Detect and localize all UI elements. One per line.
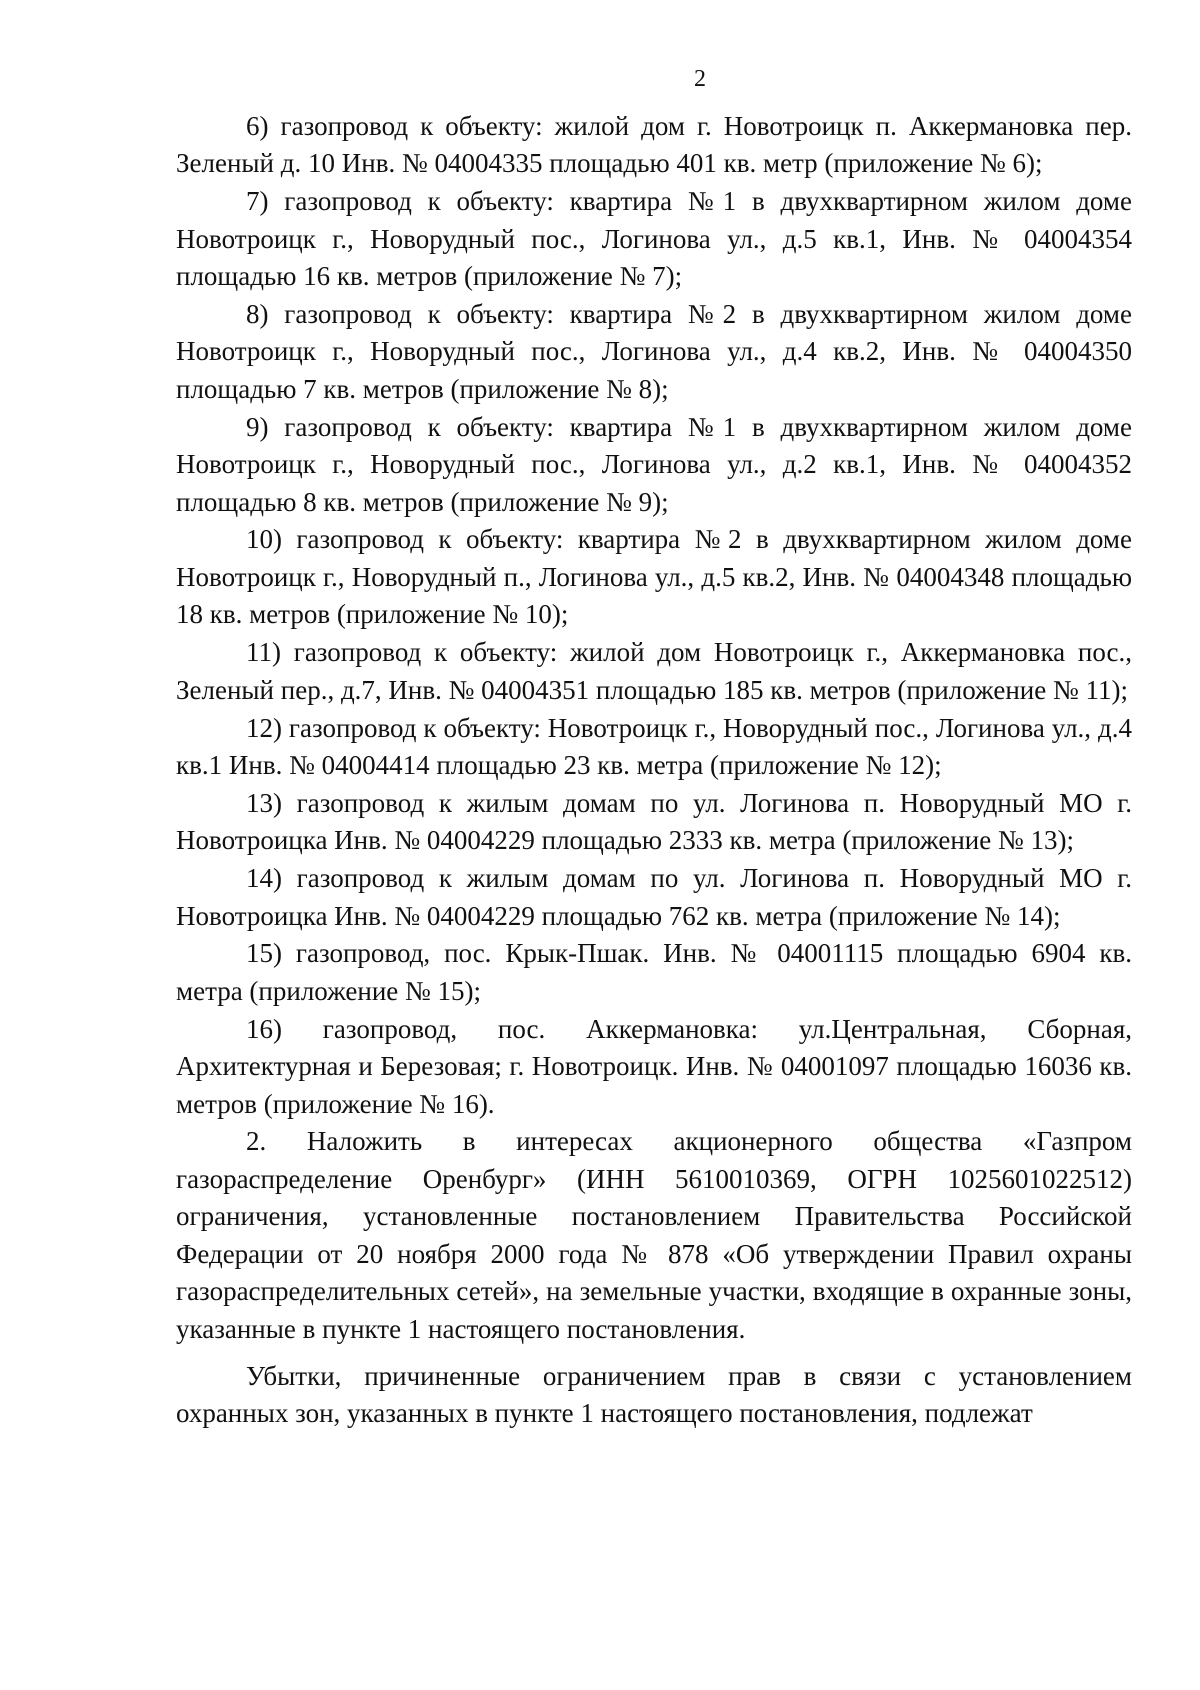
paragraph-item-12: 12) газопровод к объекту: Новотроицк г., Новорудный пос., Логинова ул., д.4 кв.1 Инв. № 04004414 площадью 23 кв. метра (приложение № 12); <box>176 712 1132 780</box>
paragraph-item-8: 8) газопровод к объекту: квартира №2 в двухквартирном жилом доме Новотроицк г., Новорудный пос., Логинова ул., д.4 кв.2, Инв. № 04004350 площадью 7 кв. метров (приложение № 8); <box>176 299 1132 404</box>
paragraph-item-6: 6) газопровод к объекту: жилой дом г. Новотроицк п. Аккермановка пер. Зеленый д. 10 Инв. № 04004335 площадью 401 кв. метр (приложение № 6); <box>176 111 1132 179</box>
paragraph-item-9: 9) газопровод к объекту: квартира №1 в двухквартирном жилом доме Новотроицк г., Новорудный пос., Логинова ул., д.2 кв.1, Инв. № 04004352 площадью 8 кв. метров (приложение № 9); <box>176 411 1132 517</box>
paragraph-item-7: 7) газопровод к объекту: квартира №1 в двухквартирном жилом доме Новотроицк г., Новорудный пос., Логинова ул., д.5 кв.1, Инв. № 04004354 площадью 16 кв. метров (приложение № 7); <box>176 186 1132 292</box>
paragraph-item-16: 16) газопровод, пос. Аккермановка: ул.Центральная, Сборная, Архитектурная и Березовая; г. Новотроицк. Инв. № 04001097 площадью 16036 кв. метров (приложение № 16). <box>176 1013 1132 1119</box>
paragraph-clause-2: 2. Наложить в интересах акционерного общества «Газпром газораспределение Оренбург» (ИНН 5610010369, ОГРН 1025601022512) ограничения, установленные постановлением Правительства Российской Федерации от 20 ноября 2000 года № 878 «Об утверждении Правил охраны газораспределительных сетей», на земельные участки, входящие в охранные зоны, указанные в пункте 1 настоящего постановления. <box>176 1126 1132 1344</box>
paragraph-item-14: 14) газопровод к жилым домам по ул. Логинова п. Новорудный МО г. Новотроицка Инв. № 04004229 площадью 762 кв. метра (приложение № 14); <box>176 863 1132 931</box>
paragraph-item-13: 13) газопровод к жилым домам по ул. Логинова п. Новорудный МО г. Новотроицка Инв. № 04004229 площадью 2333 кв. метра (приложение № 13); <box>176 787 1132 856</box>
paragraph-losses: Убытки, причиненные ограничением прав в связи с установлением охранных зон, указанных в пункте 1 настоящего постановления, подлежат <box>176 1360 1132 1429</box>
paragraph-item-11: 11) газопровод к объекту: жилой дом Новотроицк г., Аккермановка пос., Зеленый пер., д.7, Инв. № 04004351 площадью 185 кв. метров (приложение № 11); <box>176 637 1132 705</box>
paragraph-item-10: 10) газопровод к объекту: квартира №2 в двухквартирном жилом доме Новотроицк г., Новорудный п., Логинова ул., д.5 кв.2, Инв. № 04004348 площадью 18 кв. метров (приложение № 10); <box>176 524 1132 630</box>
page-number: 2 <box>694 66 706 92</box>
paragraph-item-15: 15) газопровод, пос. Крык-Пшак. Инв. № 04001115 площадью 6904 кв. метра (приложение № 15); <box>176 938 1132 1006</box>
